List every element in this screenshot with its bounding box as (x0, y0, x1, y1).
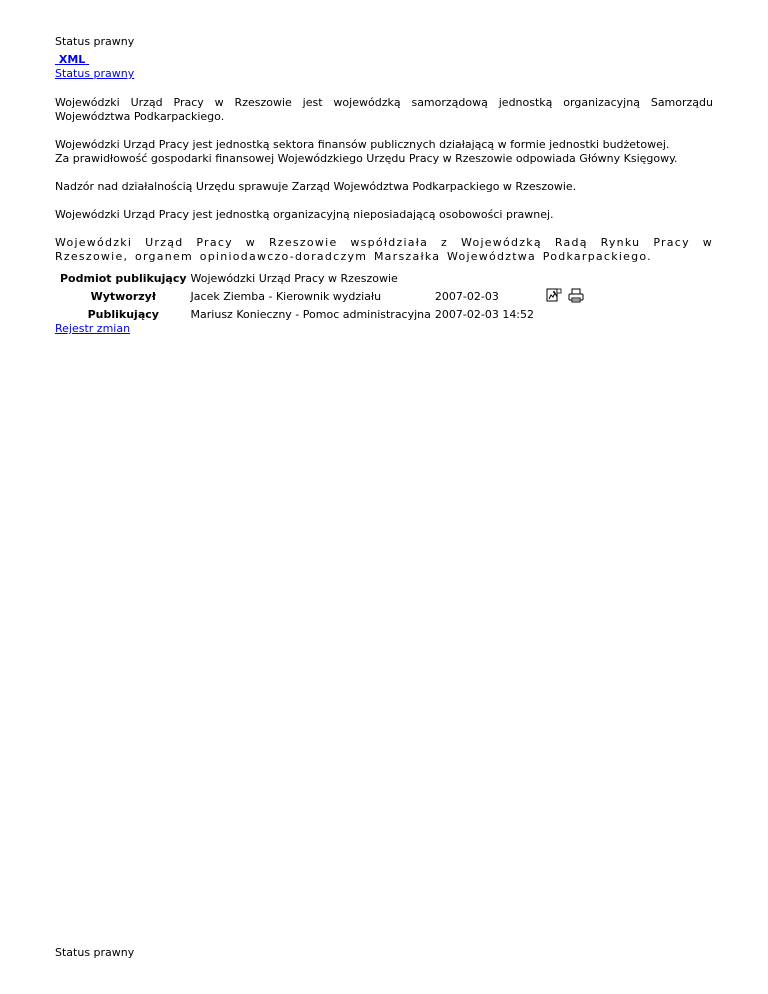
table-row (58, 269, 588, 287)
meta-date: 2007-02-03 (434, 289, 499, 303)
paragraph: Wojewódzki Urząd Pracy w Rzeszowie jest wojewódzką samorządową jednostką organizacyjną Samorządu Województwa Podkarpackiego. (55, 96, 713, 123)
meta-value: Mariusz Konieczny - Pomoc administracyjna (190, 307, 431, 321)
paragraph: Nadzór nad działalnością Urzędu sprawuje Zarząd Województwa Podkarpackiego w Rzeszowie. (55, 180, 577, 193)
action-icons (536, 287, 588, 305)
pdf-icon[interactable] (546, 288, 562, 304)
footer-title: Status prawny (55, 946, 135, 959)
paragraph: Wojewódzki Urząd Pracy jest jednostką organizacyjną nieposiadającą osobowości prawnej. (55, 208, 554, 221)
meta-label: Podmiot publikujący (60, 271, 187, 285)
meta-date (433, 269, 536, 287)
meta-date: 2007-02-03 14:52 (434, 307, 535, 321)
meta-value: Wojewódzki Urząd Pracy w Rzeszowie (190, 271, 398, 285)
changes-register-link[interactable]: Rejestr zmian (55, 322, 131, 335)
status-link[interactable]: Status prawny (55, 67, 135, 80)
paragraph-line: Za prawidłowość gospodarki finansowej Wojewódzkiego Urzędu Pracy w Rzeszowie odpowiada Główny Księgowy. (55, 152, 678, 165)
meta-label: Wytworzył (90, 289, 156, 303)
paragraph (55, 138, 713, 166)
page-title: Status prawny (55, 35, 135, 48)
print-icon[interactable] (568, 288, 584, 304)
table-row (58, 287, 588, 305)
top-links (55, 53, 134, 81)
paragraph: Wojewódzki Urząd Pracy w Rzeszowie współdziała z Wojewódzką Radą Rynku Pracy w Rzeszowie, organem opiniodawczo-doradczym Marszałka Województwa Podkarpackiego. (55, 236, 713, 263)
xml-link[interactable]: XML (58, 53, 86, 66)
table-row (58, 305, 588, 323)
meta-value: Jacek Ziemba - Kierownik wydziału (190, 289, 382, 303)
paragraph-line: Wojewódzki Urząd Pracy jest jednostką sektora finansów publicznych działającą w formie jednostki budżetowej. (55, 138, 670, 151)
meta-label: Publikujący (87, 307, 159, 321)
content-body (55, 96, 713, 278)
metadata-table (58, 269, 588, 323)
